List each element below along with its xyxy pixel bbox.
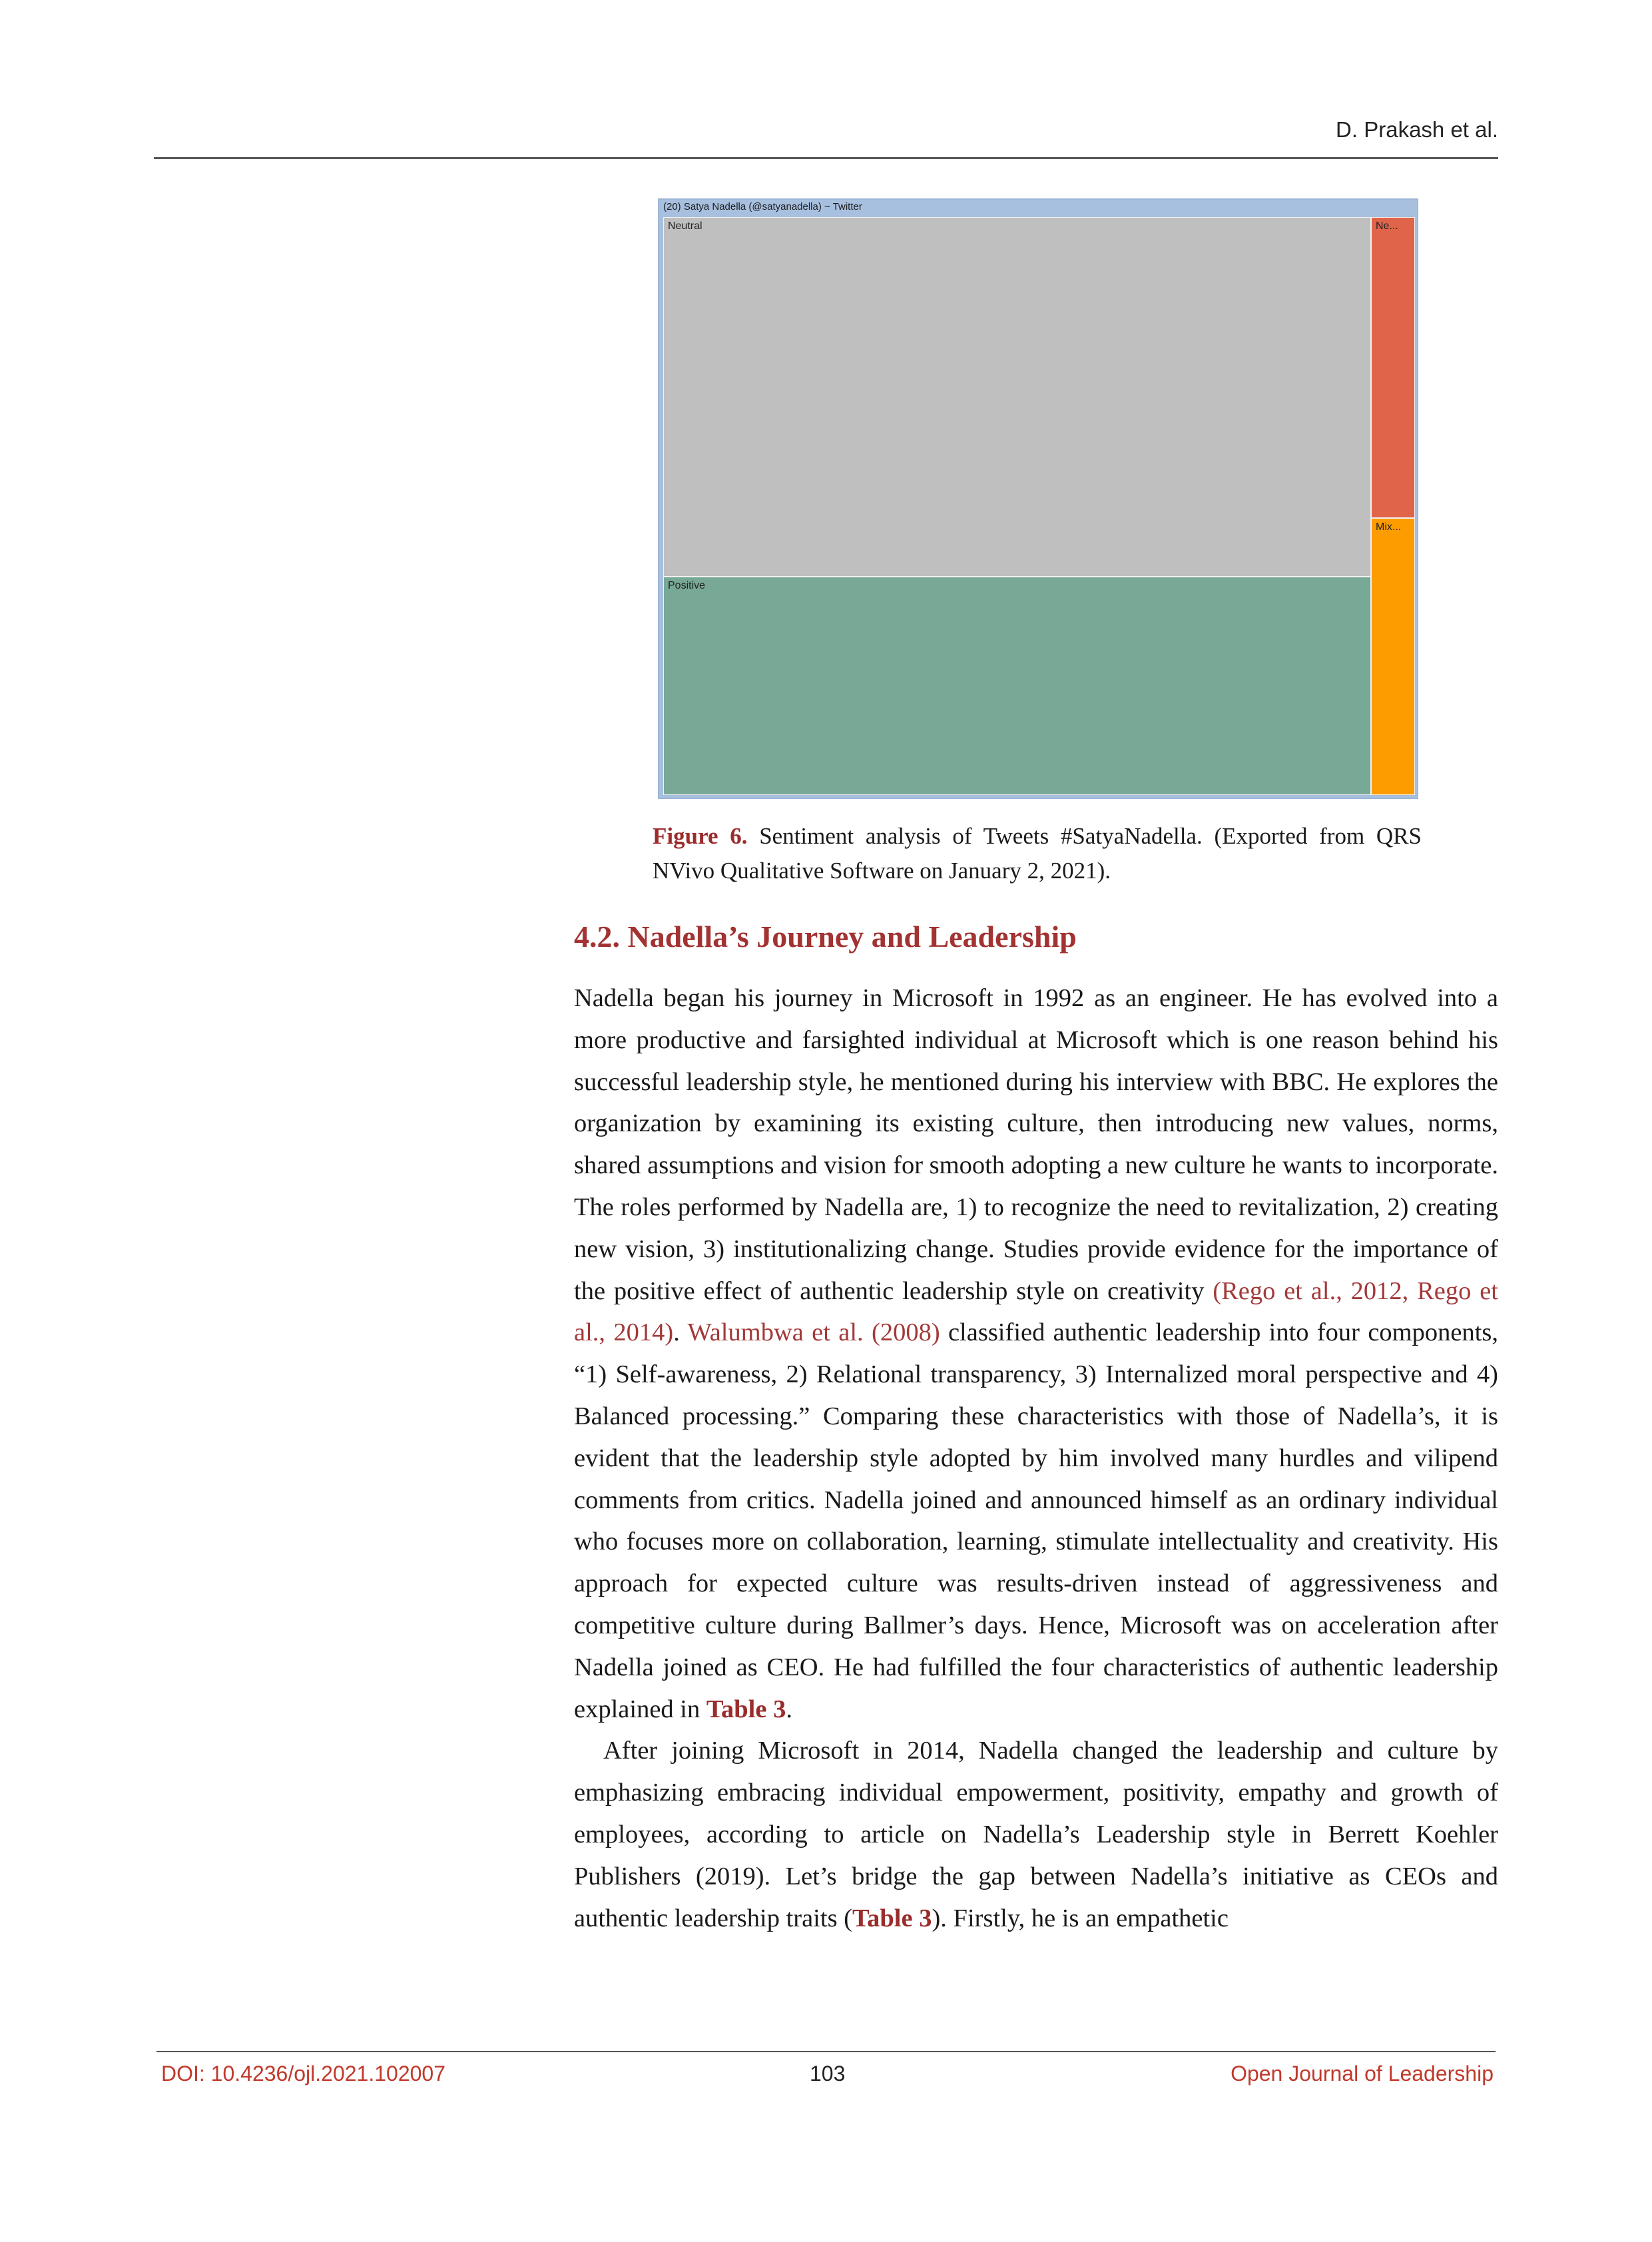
paragraph-2-text-a: After joining Microsoft in 2014, Nadella changed the leadership and culture by emphasizing embracing individual empowerment, positivity, empathy and growth of employees, according to article on Nadella’s Leadership style in Berrett Koehler Publishers (2019). Let’s bridge the gap between Nadella’s initiative as CEOs and authentic leadership traits ( — [574, 1737, 1498, 1932]
footer-doi[interactable]: DOI: 10.4236/ojl.2021.102007 — [161, 2062, 445, 2086]
paragraph-1 — [574, 978, 1498, 1730]
paragraph-1-text-a: Nadella began his journey in Microsoft in 1992 as an engineer. He has evolved into a more productive and farsighted individual at Microsoft which is one reason behind his successful leadership style, he mentioned during his interview with BBC. He explores the organization by examining its existing culture, then introducing new values, norms, shared assumptions and vision for smooth adopting a new culture he wants to incorporate. The roles performed by Nadella are, 1) to recognize the need to revitalization, 2) creating new vision, 3) institutionalizing change. Studies provide evidence for the importance of the positive effect of authentic leadership style on creativity — [574, 984, 1498, 1305]
treemap-cell-neutral — [663, 217, 1371, 577]
paragraph-1-text-d: . — [786, 1695, 792, 1723]
treemap-label-positive: Positive — [668, 580, 706, 591]
treemap-area — [663, 217, 1414, 795]
running-head: D. Prakash et al. — [1336, 117, 1498, 142]
page-number: 103 — [810, 2062, 846, 2086]
header-rule — [154, 157, 1498, 159]
paragraph-1-text-b: . — [673, 1318, 688, 1347]
treemap-cell-negative — [1371, 217, 1415, 518]
figure-caption — [653, 819, 1422, 888]
citation-rego[interactable]: (Rego et al., 2012, Rego et al., 2014) — [574, 1276, 1499, 1347]
sentiment-treemap — [658, 198, 1418, 799]
treemap-title: (20) Satya Nadella (@satyanadella) ~ Twitter — [663, 201, 862, 212]
table-3-reference[interactable]: Table 3 — [706, 1695, 786, 1723]
treemap-label-mixed: Mix... — [1376, 521, 1402, 533]
treemap-cell-mixed — [1371, 518, 1415, 795]
section-heading: 4.2. Nadella’s Journey and Leadership — [574, 920, 1077, 954]
treemap-label-negative: Ne... — [1376, 220, 1398, 232]
paragraph-1-text-c: classified authentic leadership into four components, “1) Self-awareness, 2) Relational transparency, 3) Internalized moral perspective and 4) Balanced processing.” Comparing these characteristics with those of Nadella’s, it is evident that the leadership style adopted by him involved many hurdles and vilipend comments from critics. Nadella joined and announced himself as an ordinary individual who focuses more on collaboration, learning, stimulate intellectuality and creativity. His approach for expected culture was results-driven instead of aggressiveness and competitive culture during Ballmer’s days. Hence, Microsoft was on acceleration after Nadella joined as CEO. He had fulfilled the four characteristics of authentic leadership explained in — [574, 1318, 1499, 1723]
body-text — [574, 978, 1498, 1939]
footer-rule — [156, 2051, 1496, 2052]
paragraph-2 — [574, 1730, 1498, 1939]
table-3-reference[interactable]: Table 3 — [852, 1904, 932, 1932]
paragraph-2-text-b: ). Firstly, he is an empathetic — [932, 1904, 1229, 1932]
footer-journal-name[interactable]: Open Journal of Leadership — [1231, 2062, 1494, 2086]
citation-walumbwa[interactable]: Walumbwa et al. (2008) — [687, 1318, 940, 1347]
treemap-cell-positive — [663, 577, 1371, 795]
figure-caption-text: Sentiment analysis of Tweets #SatyaNadella. (Exported from QRS NVivo Qualitative Software on January 2, 2021). — [653, 823, 1422, 884]
treemap-label-neutral: Neutral — [668, 220, 702, 232]
figure-caption-label: Figure 6. — [653, 823, 748, 849]
